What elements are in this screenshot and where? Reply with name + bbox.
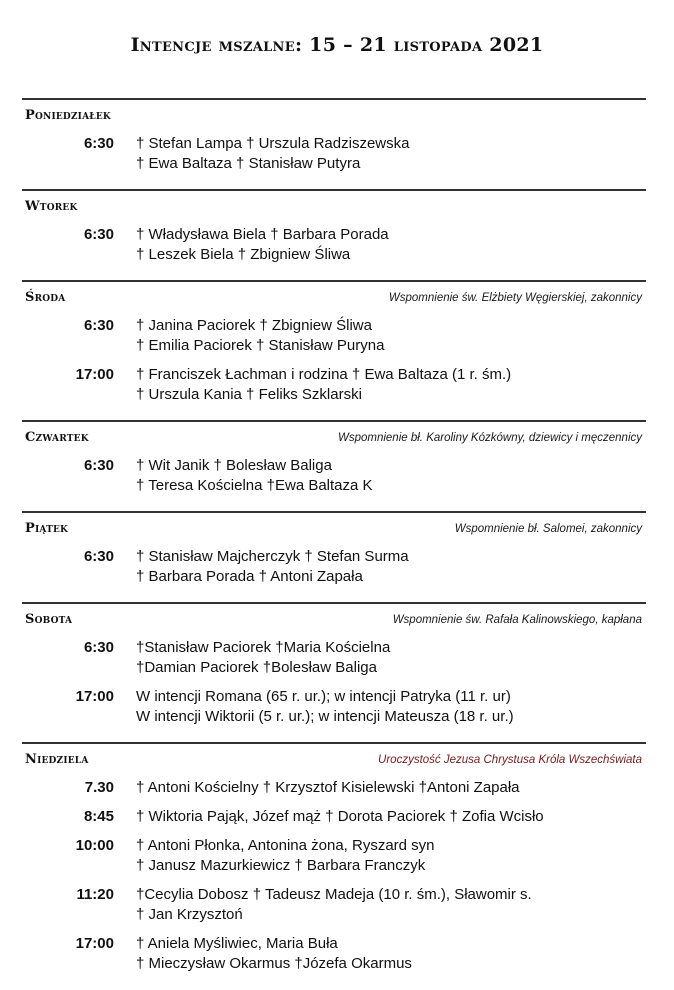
- day-thursday: [22, 420, 646, 511]
- intention-line: †Stanisław Paciorek †Maria Kościelna: [136, 639, 391, 656]
- feast-note: Wspomnienie bł. Salomei, zakonnicy: [454, 523, 642, 535]
- intention-line: † Antoni Płonka, Antonina żona, Ryszard syn: [136, 837, 435, 854]
- mass-time: 6:30: [83, 226, 114, 243]
- day-tuesday: [22, 189, 646, 280]
- mass-entry: [22, 836, 646, 876]
- mass-time: 7.30: [84, 779, 114, 796]
- intention-line: † Leszek Biela † Zbigniew Śliwa: [136, 246, 351, 263]
- schedule: [22, 98, 646, 989]
- page-title: Intencje mszalne: 15 – 21 listopada 2021: [130, 34, 544, 56]
- day-name: Niedziela: [25, 752, 89, 767]
- intention-line: W intencji Wiktorii (5 r. ur.); w intencji Mateusza (18 r. ur.): [136, 708, 514, 725]
- day-name: Wtorek: [25, 199, 78, 214]
- mass-entry: [22, 134, 646, 174]
- mass-entry: [22, 365, 646, 405]
- intention-line: † Aniela Myśliwiec, Maria Buła: [136, 935, 338, 952]
- day-name: Piątek: [25, 521, 69, 536]
- mass-entry: [22, 778, 646, 798]
- day-monday: [22, 98, 646, 189]
- intention-line: † Emilia Paciorek † Stanisław Puryna: [136, 337, 385, 354]
- mass-time: 11:20: [76, 886, 114, 903]
- intention-line: † Urszula Kania † Feliks Szklarski: [136, 386, 362, 403]
- intention-line: † Władysława Biela † Barbara Porada: [136, 226, 389, 243]
- mass-time: 17:00: [75, 935, 114, 952]
- intention-line: † Mieczysław Okarmus †Józefa Okarmus: [136, 955, 412, 972]
- intention-line: †Cecylia Dobosz † Tadeusz Madeja (10 r. śm.), Sławomir s.: [136, 886, 532, 903]
- day-name: Środa: [25, 290, 66, 305]
- intention-line: † Franciszek Łachman i rodzina † Ewa Baltaza (1 r. śm.): [136, 366, 512, 383]
- mass-time: 6:30: [83, 548, 114, 565]
- intention-line: † Antoni Kościelny † Krzysztof Kisielewski †Antoni Zapała: [136, 779, 520, 796]
- feast-note: Wspomnienie św. Rafała Kalinowskiego, kapłana: [392, 614, 642, 626]
- mass-entry: [22, 807, 646, 827]
- feast-note: Wspomnienie św. Elżbiety Węgierskiej, zakonnicy: [388, 292, 642, 304]
- intention-line: †Damian Paciorek †Bolesław Baliga: [136, 659, 377, 676]
- intention-line: † Stanisław Majcherczyk † Stefan Surma: [136, 548, 409, 565]
- day-sunday: [22, 742, 646, 989]
- intention-line: † Janina Paciorek † Zbigniew Śliwa: [136, 317, 372, 334]
- day-name: Sobota: [25, 612, 73, 627]
- mass-time: 17:00: [75, 688, 114, 705]
- intention-line: W intencji Romana (65 r. ur.); w intencji Patryka (11 r. ur): [136, 688, 511, 705]
- intention-line: † Teresa Kościelna †Ewa Baltaza K: [136, 477, 373, 494]
- mass-time: 6:30: [83, 135, 114, 152]
- mass-time: 8:45: [83, 808, 114, 825]
- mass-time: 6:30: [83, 639, 114, 656]
- mass-entry: [22, 456, 646, 496]
- mass-entry: [22, 638, 646, 678]
- mass-entry: [22, 934, 646, 974]
- intention-line: † Barbara Porada † Antoni Zapała: [136, 568, 363, 585]
- intention-line: † Jan Krzysztoń: [136, 906, 243, 923]
- mass-time: 17:00: [75, 366, 114, 383]
- intention-line: † Ewa Baltaza † Stanisław Putyra: [136, 155, 361, 172]
- intention-line: † Stefan Lampa † Urszula Radziszewska: [136, 135, 410, 152]
- mass-entry: [22, 547, 646, 587]
- feast-note: Wspomnienie bł. Karoliny Kózkówny, dziewicy i męczennicy: [337, 432, 642, 444]
- day-wednesday: [22, 280, 646, 420]
- intention-line: † Janusz Mazurkiewicz † Barbara Franczyk: [136, 857, 426, 874]
- intention-line: † Wit Janik † Bolesław Baliga: [136, 457, 332, 474]
- day-name: Czwartek: [25, 430, 89, 445]
- mass-entry: [22, 687, 646, 727]
- mass-entry: [22, 225, 646, 265]
- mass-entry: [22, 885, 646, 925]
- mass-time: 6:30: [83, 317, 114, 334]
- mass-entry: [22, 316, 646, 356]
- day-name: Poniedziałek: [25, 108, 111, 123]
- mass-time: 10:00: [75, 837, 114, 854]
- day-saturday: [22, 602, 646, 742]
- day-friday: [22, 511, 646, 602]
- feast-note-solemnity: Uroczystość Jezusa Chrystusa Króla Wszechświata: [378, 754, 642, 766]
- mass-time: 6:30: [83, 457, 114, 474]
- intention-line: † Wiktoria Pająk, Józef mąż † Dorota Paciorek † Zofia Wcisło: [136, 808, 544, 825]
